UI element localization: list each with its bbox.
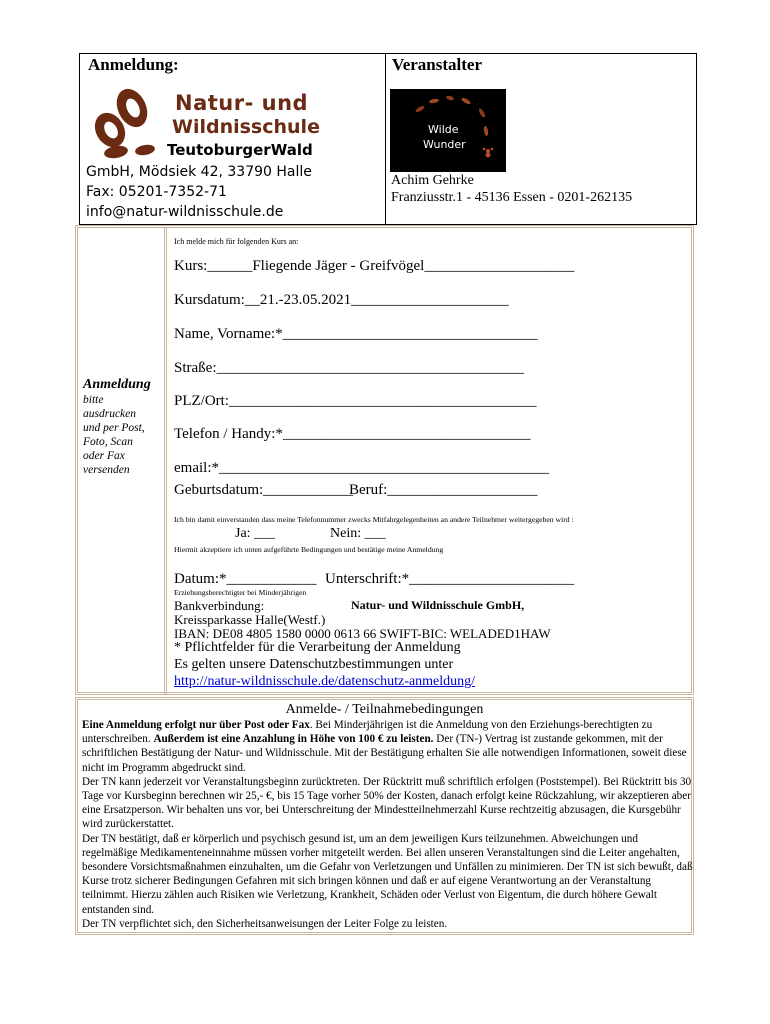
logo-line3: TeutoburgerWald <box>167 141 313 159</box>
veranstalter-title: Veranstalter <box>392 55 483 74</box>
telefon-field[interactable]: Telefon / Handy:*_________________________________ <box>174 426 531 442</box>
consent-text: Ich bin damit einverstanden dass meine Telefonnummer zwecks Mitfahrgelegenheiten an andere Teilnehmer weitergegeben wird : <box>174 515 574 524</box>
wilde-wunder-logo <box>390 89 506 172</box>
company-address: GmbH, Mödsiek 42, 33790 Halle <box>86 164 312 180</box>
footprint-logo-icon <box>90 86 172 160</box>
bank-name: Kreissparkasse Halle(Westf.) <box>174 612 326 627</box>
datenschutz-link[interactable]: http://natur-wildnisschule.de/datenschutz-anmeldung/ <box>174 674 476 689</box>
wilde-wunder-line2: Wunder <box>423 138 466 151</box>
strasse-field[interactable]: Straße:_________________________________________ <box>174 360 524 376</box>
organizer-address: Franziusstr.1 - 45136 Essen - 0201-262135 <box>391 190 633 205</box>
terms-paragraph-4: Der TN verpflichtet sich, den Sicherheitsanweisungen der Leiter Folge zu leisten. <box>82 917 448 930</box>
organizer-name: Achim Gehrke <box>391 173 474 188</box>
sidebar-line-5: oder Fax <box>83 450 125 462</box>
pflicht-note: * Pflichtfelder für die Verarbeitung der Anmeldung <box>174 640 461 655</box>
kursdatum-field[interactable]: Kursdatum:__21.-23.05.2021_____________________ <box>174 292 509 308</box>
terms-p1-bold2: Außerdem ist eine Anzahlung in Höhe von 100 € zu leisten. <box>153 733 434 746</box>
company-email: info@natur-wildnisschule.de <box>86 204 284 220</box>
sidebar-line-4: Foto, Scan <box>83 436 133 448</box>
datum-field[interactable]: Datum:*____________ <box>174 571 317 587</box>
terms-paragraph-1 <box>82 718 694 775</box>
sidebar-title: Anmeldung <box>83 377 151 392</box>
geburtsdatum-field[interactable]: Geburtsdatum:____________ <box>174 482 354 498</box>
terms-p1-bold: Eine Anmeldung erfolgt nur über Post oder Fax <box>82 719 310 731</box>
ja-checkbox[interactable]: Ja: ___ <box>235 526 276 541</box>
bank-label: Bankverbindung: <box>174 598 265 613</box>
sidebar-line-3: und per Post, <box>83 422 145 434</box>
name-field[interactable]: Name, Vorname:*__________________________________ <box>174 326 538 342</box>
terms-title: Anmelde- / Teilnahmebedingungen <box>285 702 484 717</box>
terms-body <box>82 718 694 931</box>
nein-checkbox[interactable]: Nein: ___ <box>330 526 386 541</box>
sidebar-line-6: versenden <box>83 464 130 476</box>
email-field[interactable]: email:*____________________________________________ <box>174 460 549 476</box>
form-divider <box>164 228 167 694</box>
accept-text: Hiermit akzeptiere ich unten aufgeführte Bedingungen und bestätige meine Anmeldung <box>174 545 444 554</box>
anmeldung-title: Anmeldung: <box>88 55 179 74</box>
company-fax: Fax: 05201-7352-71 <box>86 184 227 200</box>
bank-owner: Natur- und Wildnisschule GmbH, <box>351 598 525 612</box>
form-intro: Ich melde mich für folgenden Kurs an: <box>174 237 299 246</box>
plz-field[interactable]: PLZ/Ort:_________________________________________ <box>174 393 537 409</box>
datenschutz-note: Es gelten unsere Datenschutzbestimmungen unter <box>174 657 454 672</box>
terms-paragraph-2: Der TN kann jederzeit vor Veranstaltungsbeginn zurücktreten. Der Rücktritt muß schriftlich erfolgen (Poststempel). Bei Rücktritt bis 30 Tage vor Kursbeginn berechnen wir 25,- €, bis 15 Tage vorher 50% der Kosten, danach erfolgt keine Rückzahlung, wir akzeptieren aber eine Ersatzperson. Wir behalten uns vor, bei Unterschreitung der Mindestteilnehmerzahl Kurse rechtzeitig abzusagen, die Kursgebühr wird zurückerstattet. <box>82 775 692 831</box>
kurs-field[interactable]: Kurs:______Fliegende Jäger - Greifvögel____________________ <box>174 258 575 274</box>
terms-paragraph-3: Der TN bestätigt, daß er körperlich und psychisch gesund ist, um an dem jeweiligen Kurs teilzunehmen. Abweichungen und regelmäßige Medikamenteneinnahme müssen vorher mitgeteilt werden. Bei allen unseren Veranstaltungen sind die Leiter angehalten, besondere Vorsichtsmaßnahmen einzuhalten, um die Gefahr von Verletzungen und Unfällen zu minimieren. Der TN ist sich bewußt, daß Kurse trotz sicherer Bedingungen Gefahren mit sich bringen können und daß er auf eigene Verantwortung an der Veranstaltung teilnimmt. Hierzu zählen auch Risiken wie Verletzung, Krankheit, Schäden oder Verlust von Eigentum, die durch höhere Gewalt entstanden sind. <box>82 832 693 916</box>
unterschrift-field[interactable]: Unterschrift:*______________________ <box>325 571 575 587</box>
sidebar-line-1: bitte <box>83 394 104 406</box>
guardian-note: Erziehungsberechtigter bei Minderjährigen <box>174 588 307 597</box>
logo-line2: Wildnisschule <box>172 116 320 138</box>
logo-line1: Natur- und <box>175 91 309 115</box>
wilde-wunder-line1: Wilde <box>428 123 459 136</box>
terms-p1-b: Der (TN-) Vertrag ist zustande gekommen, mit der schriftlichen Bestätigung der Natur- und Wildnisschule. Mit der Bestätigung erhalten Sie alle notwendigen Informationen, soweit diese nicht im Programm abgedruckt sind. <box>82 733 687 774</box>
sidebar-line-2: ausdrucken <box>83 408 137 420</box>
beruf-field[interactable]: Beruf:____________________ <box>349 482 538 498</box>
terms-p1-a: . Bei Minderjährigen ist die Anmeldung von den Erziehungs-berechtigten zu unterschreiben. <box>82 719 653 746</box>
iban-text: IBAN: DE08 4805 1580 0000 0613 66 SWIFT-BIC: WELADED1HAW <box>174 626 551 641</box>
